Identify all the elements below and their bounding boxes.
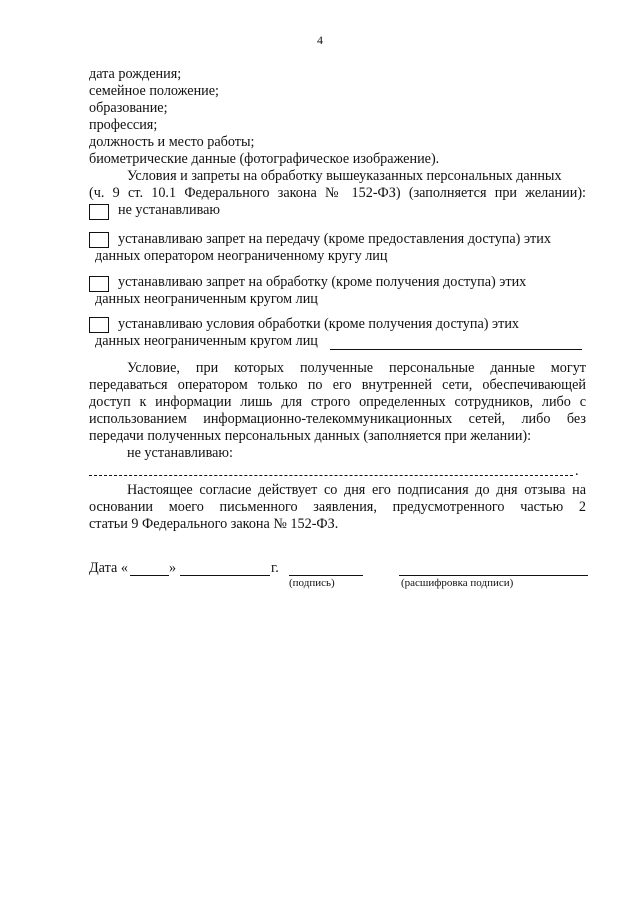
transfer-condition-line3: доступ к информации лишь для строго определенных сотрудников, либо с: [89, 394, 586, 410]
validity-line3: статьи 9 Федерального закона № 152-ФЗ.: [89, 516, 339, 532]
list-item-biometric: биометрические данные (фотографическое изображение).: [89, 151, 440, 167]
date-close-quote: »: [169, 560, 177, 576]
page-number: 4: [317, 33, 323, 47]
option-checkbox-set-conditions[interactable]: [89, 317, 109, 333]
transfer-condition-line5: передачи полученных персональных данных (заполняется при желании):: [89, 428, 532, 444]
date-day-field[interactable]: [130, 575, 169, 576]
transfer-condition-end-mark: .: [575, 463, 579, 479]
option-checkbox-not-set[interactable]: [89, 204, 109, 220]
validity-line1: Настоящее согласие действует со дня его подписания до дня отзыва на: [127, 482, 586, 498]
signature-decode-caption: (расшифровка подписи): [401, 577, 514, 589]
transfer-condition-line2: передаваться оператором только по его внутренней сети, обеспечивающей: [89, 377, 586, 393]
option-label-ban-processing-cont: данных неограниченным кругом лиц: [95, 291, 318, 307]
option-checkbox-ban-processing[interactable]: [89, 276, 109, 292]
transfer-condition-not-set: не устанавливаю:: [127, 445, 233, 461]
option-label-set-conditions-cont: данных неограниченным кругом лиц: [95, 333, 318, 349]
option-label-ban-transfer: устанавливаю запрет на передачу (кроме предоставления доступа) этих: [118, 231, 551, 247]
list-item-profession: профессия;: [89, 117, 158, 133]
transfer-condition-line4: использованием информационно-телекоммуникационных сетей, либо без: [89, 411, 586, 427]
option-label-set-conditions: устанавливаю условия обработки (кроме получения доступа) этих: [118, 316, 520, 332]
signature-caption: (подпись): [289, 577, 335, 589]
conditions-fill-line[interactable]: [330, 349, 582, 350]
date-year-suffix: г.: [271, 560, 279, 576]
option-label-ban-processing: устанавливаю запрет на обработку (кроме получения доступа) этих: [118, 274, 527, 290]
list-item-marital-status: семейное положение;: [89, 83, 219, 99]
signature-field[interactable]: [289, 575, 363, 576]
validity-line2: основании моего письменного заявления, предусмотренного частью 2: [89, 499, 586, 515]
signature-decode-field[interactable]: [399, 575, 588, 576]
conditions-heading-line2: (ч. 9 ст. 10.1 Федерального закона № 152-ФЗ) (заполняется при желании):: [89, 185, 586, 201]
option-checkbox-ban-transfer[interactable]: [89, 232, 109, 248]
list-item-position: должность и место работы;: [89, 134, 255, 150]
date-label: Дата «: [89, 560, 128, 576]
option-label-ban-transfer-cont: данных оператором неограниченному кругу лиц: [95, 248, 388, 264]
transfer-condition-line1: Условие, при которых полученные персональные данные могут: [127, 360, 586, 376]
option-label-not-set: не устанавливаю: [118, 202, 220, 218]
transfer-condition-fill-line[interactable]: [89, 475, 573, 476]
conditions-heading-line1: Условия и запреты на обработку вышеуказанных персональных данных: [127, 168, 562, 184]
date-month-field[interactable]: [180, 575, 270, 576]
list-item-birthdate: дата рождения;: [89, 66, 182, 82]
list-item-education: образование;: [89, 100, 168, 116]
